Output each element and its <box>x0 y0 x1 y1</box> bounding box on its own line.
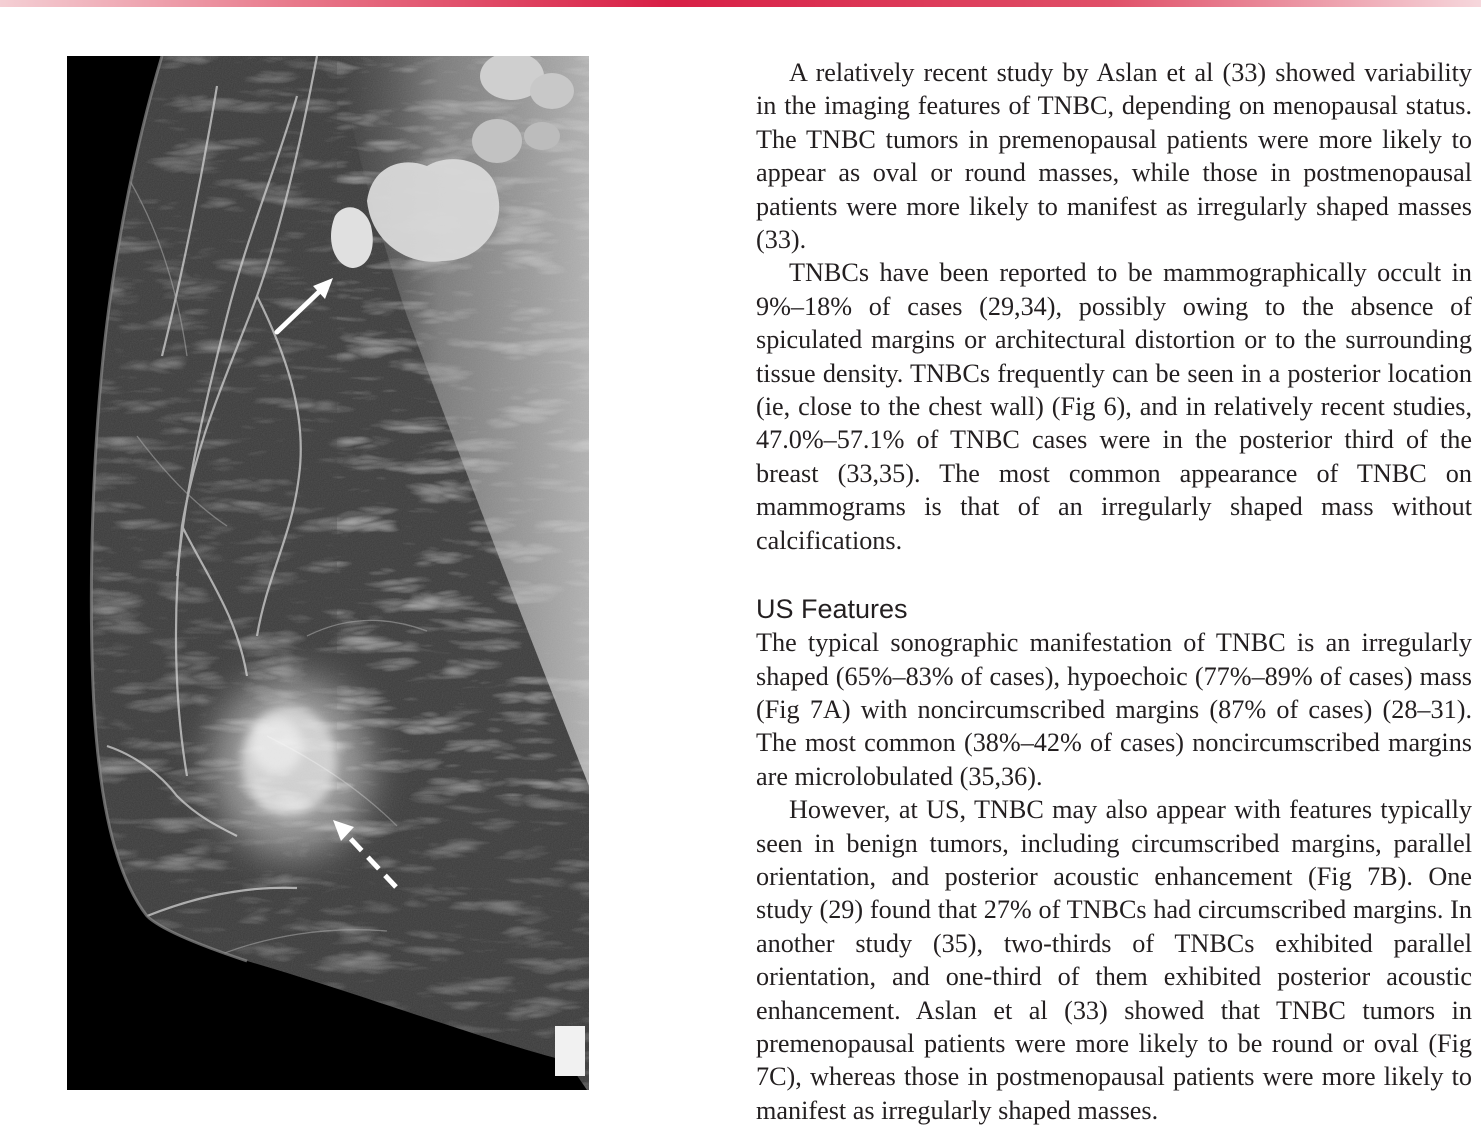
body-paragraph: However, at US, TNBC may also appear with features typically seen in benign tumors, including circumscribed margins, parallel orientation, and posterior acoustic enhancement (Fig 7B). One study (29) found that 27% of TNBCs had circumscribed margins. In another study (35), two-thirds of TNBCs exhibited parallel orientation, and one-third of them exhibited posterior acoustic enhancement. Aslan et al (33) showed that TNBC tumors in premenopausal patients were more likely to be round or oval (Fig 7C), whereas those in postmenopausal patients were more likely to manifest as irregularly shaped masses. <box>756 795 1472 1125</box>
header-accent-bar <box>0 0 1481 7</box>
section-heading: US Features <box>756 594 908 625</box>
article-body <box>756 56 1472 1127</box>
mammogram-image <box>67 56 593 1090</box>
mammogram-figure <box>67 56 593 1090</box>
body-paragraph: The typical sonographic manifestation of TNBC is an irregularly shaped (65%–83% of cases), hypoechoic (77%–89% of cases) mass (Fig 7A) with noncircumscribed margins (87% of cases) (28–31). The most common (38%–42% of cases) noncircumscribed margins are microlobulated (35,36). <box>756 628 1472 791</box>
body-paragraph: A relatively recent study by Aslan et al (33) showed variability in the imaging features of TNBC, depending on menopausal status. The TNBC tumors in premenopausal patients were more likely to appear as oval or round masses, while those in postmenopausal patients were more likely to manifest as irregularly shaped masses (33). <box>756 58 1472 255</box>
body-paragraph: TNBCs have been reported to be mammographically occult in 9%–18% of cases (29,34), possibly owing to the absence of spiculated margins or architectural distortion or to the surrounding tissue density. TNBCs frequently can be seen in a posterior location (ie, close to the chest wall) (Fig 6), and in relatively recent studies, 47.0%–57.1% of TNBC cases were in the posterior third of the breast (33,35). The most common appearance of TNBC on mammograms is that of an irregularly shaped mass without calcifications. <box>756 258 1472 555</box>
